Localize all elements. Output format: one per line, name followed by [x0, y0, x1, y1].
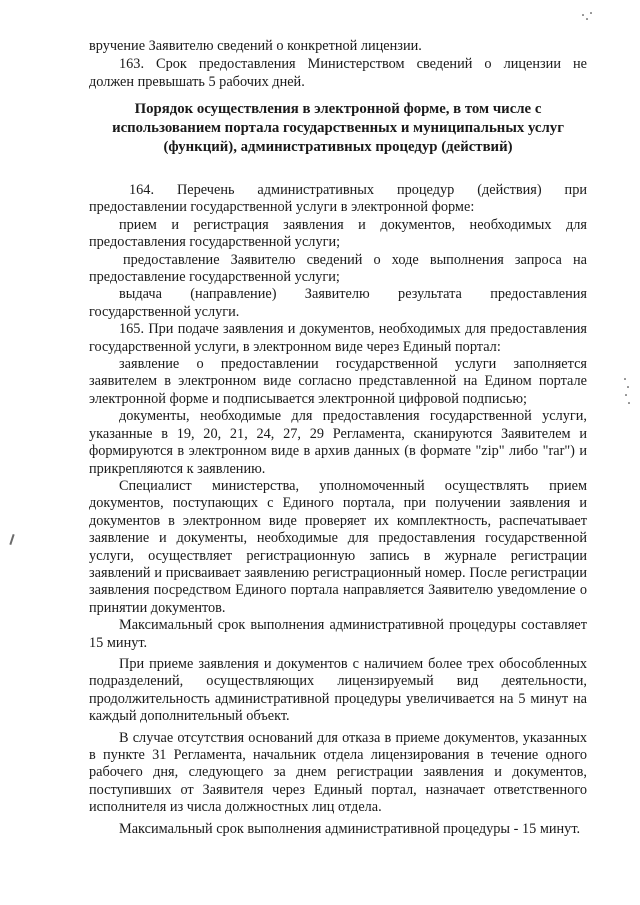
section-body: [89, 182, 587, 838]
paragraph-max-time-2: Максимальный срок выполнения административной процедуры - 15 минут.: [119, 820, 581, 837]
paragraph-164: 164. Перечень административных процедур (действия) при предоставлении государственной услуги в электронной форме:: [89, 182, 587, 216]
paragraph-163-line2: должен превышать 5 рабочих дней.: [89, 74, 305, 90]
scan-artifact: [9, 534, 14, 545]
paragraph-no-refusal: В случае отсутствия оснований для отказа в приеме документов, указанных в пункте 31 Регламента, начальник отдела лицензирования в течение одного рабочего дня, следующего за днем регистрации заявления и документов, поступивших от Заявителя через Единый портал, назначает ответственного исполнителя из числа должностных лиц отдела.: [89, 729, 587, 816]
list-item: прием и регистрация заявления и документов, необходимых для предоставления государственной услуги;: [89, 216, 587, 251]
paragraph-165: 165. При подаче заявления и документов, необходимых для предоставления государственной услуги, в электронном виде через Единый портал:: [89, 321, 587, 355]
paragraph-subdivisions: При приеме заявления и документов с наличием более трех обособленных подразделений, осуществляющих лицензируемый вид деятельности, продолжительность административной процедуры увеличивается на 5 минут на каждый дополнительный объект.: [89, 655, 587, 725]
list-item: выдача (направление) Заявителю результата предоставления государственной услуги.: [89, 286, 587, 320]
section-heading-line1: Порядок осуществления в электронной форме, в том числе с: [134, 101, 542, 117]
section-heading-line3: (функций), административных процедур (действий): [163, 139, 513, 155]
paragraph-specialist: Специалист министерства, уполномоченный осуществлять прием документов, поступающих с Единого портала, при получении заявления и документов в электронном виде проверяет их комплектность, распечатывает заявление и документы, необходимые для предоставления государственной услуги, осуществляет регистрационную запись в журнале регистрации заявлений и присваивает заявлению регистрационный номер. После регистрации заявления посредством Единого портала направляется Заявителю уведомление о принятии документов.: [89, 477, 587, 616]
scan-artifact: [586, 18, 588, 20]
paragraph-max-time-1: Максимальный срок выполнения административной процедуры составляет 15 минут.: [89, 617, 587, 651]
scan-artifact: [582, 14, 584, 16]
paragraph-165-a: заявление о предоставлении государственной услуги заполняется заявителем в электронном виде согласно представленной на Едином портале электронной форме и подписывается электронной цифровой подписью;: [89, 356, 587, 407]
scan-artifact: [628, 402, 630, 404]
section-heading: [89, 100, 587, 157]
scan-artifact: [627, 386, 629, 388]
list-item: предоставление Заявителю сведений о ходе выполнения запроса на предоставление государственной услуги;: [89, 251, 587, 286]
text-line: вручение Заявителю сведений о конкретной лицензии.: [89, 38, 422, 54]
scan-artifact: [624, 378, 626, 380]
scan-artifact: [590, 12, 592, 14]
paragraph-163-line1: 163. Срок предоставления Министерством сведений о лицензии не: [119, 56, 587, 72]
scan-artifact: [625, 394, 627, 396]
paragraph-165-b: документы, необходимые для предоставления государственной услуги, указанные в 19, 20, 21, 24, 27, 29 Регламента, сканируются Заявителем и формируются в электронном виде в архив данных (в формате "zip" либо "rar") и прикрепляются к заявлению.: [89, 408, 587, 477]
section-heading-line2: использованием портала государственных и муниципальных услуг: [112, 120, 564, 136]
